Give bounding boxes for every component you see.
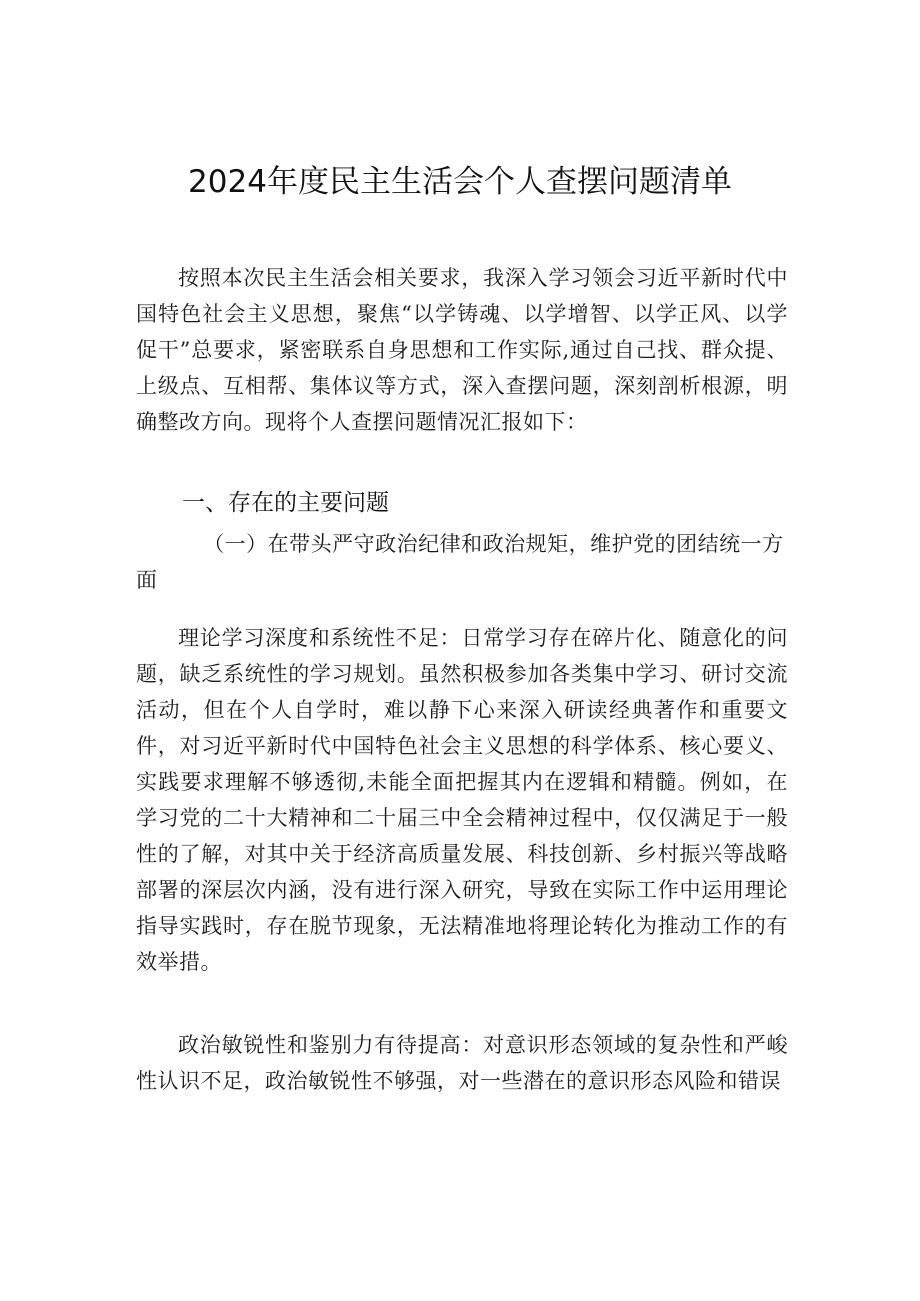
paragraph-political-sensitivity: 政治敏锐性和鉴别力有待提高：对意识形态领域的复杂性和严峻性认识不足，政治敏锐性不够强，对一些潜在的意识形态风险和错误 — [136, 1033, 788, 1093]
intro-paragraph: 按照本次民主生活会相关要求，我深入学习领会习近平新时代中国特色社会主义思想，聚焦“以学铸魂、以学增智、以学正风、以学促干”总要求，紧密联系自身思想和工作实际,通过自己找、群众提、上级点、互相帮、集体议等方式，深入查摆问题，深刻剖析根源，明确整改方向。现将个人查摆问题情况汇报如下： — [136, 266, 788, 434]
document-title: 2024年度民主生活会个人查摆问题清单 — [188, 164, 732, 200]
paragraph-theory-study: 理论学习深度和系统性不足：日常学习存在碎片化、随意化的问题，缺乏系统性的学习规划。虽然积极参加各类集中学习、研讨交流活动，但在个人自学时，难以静下心来深入研读经典著作和重要文件，对习近平新时代中国特色社会主义思想的科学体系、核心要义、实践要求理解不够透彻,未能全面把握其内在逻辑和精髓。例如，在学习党的二十大精神和二十届三中全会精神过程中，仅仅满足于一般性的了解，对其中关于经济高质量发展、科技创新、乡村振兴等战略部署的深层次内涵，没有进行深入研究，导致在实际工作中运用理论指导实践时，存在脱节现象，无法精准地将理论转化为推动工作的有效举措。 — [136, 626, 788, 974]
subsection-heading: （一）在带头严守政治纪律和政治规矩，维护党的团结统一方面 — [136, 532, 784, 592]
section-heading: 一、存在的主要问题 — [182, 490, 389, 516]
